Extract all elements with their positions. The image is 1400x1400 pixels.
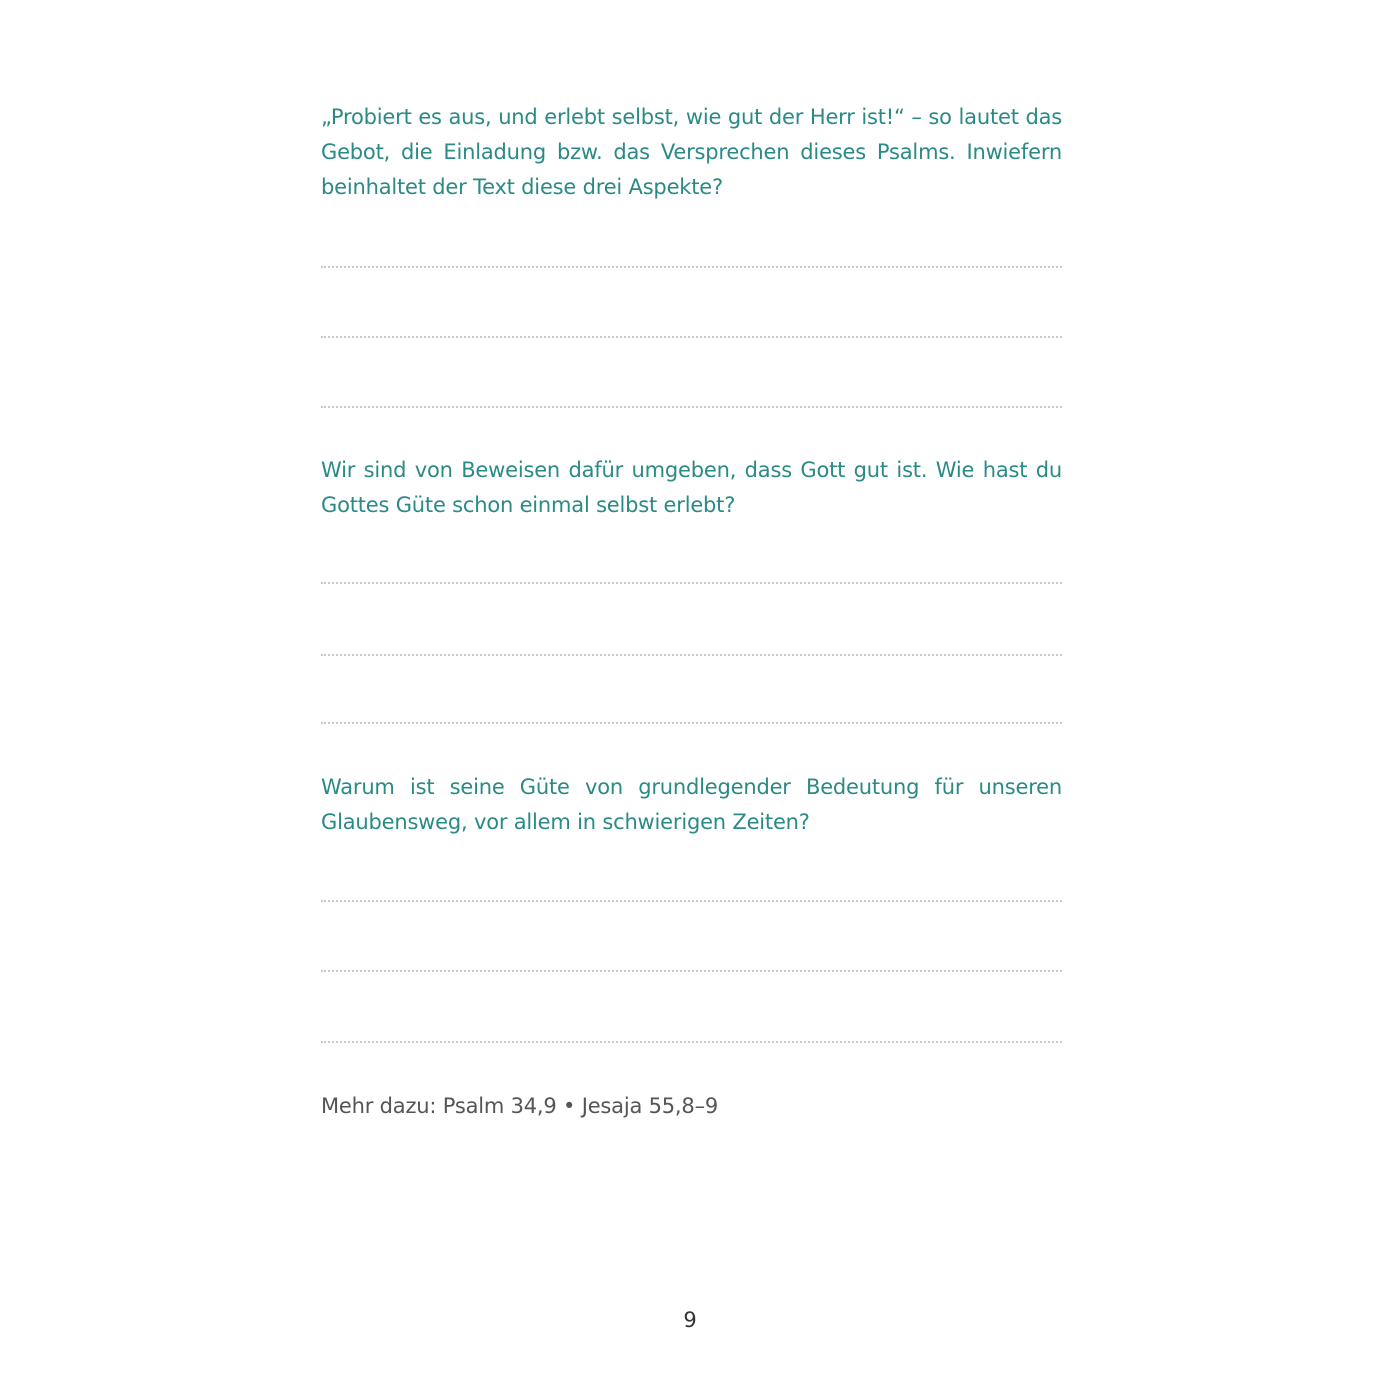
answer-line[interactable] [321, 266, 1062, 268]
answer-line[interactable] [321, 336, 1062, 338]
page-number: 9 [683, 1308, 697, 1332]
answer-line[interactable] [321, 1041, 1062, 1043]
question-2: Wir sind von Beweisen dafür umgeben, dass Gott gut ist. Wie hast du Gottes Güte schon einmal selbst erlebt? [321, 458, 1062, 517]
answer-line[interactable] [321, 654, 1062, 656]
answer-line[interactable] [321, 406, 1062, 408]
answer-line[interactable] [321, 722, 1062, 724]
answer-line[interactable] [321, 970, 1062, 972]
question-3: Warum ist seine Güte von grundlegender Bedeutung für unseren Glaubensweg, vor allem in schwierigen Zeiten? [321, 775, 1062, 834]
further-reading-references: Mehr dazu: Psalm 34,9 • Jesaja 55,8–9 [321, 1094, 719, 1118]
question-1: „Probiert es aus, und erlebt selbst, wie gut der Herr ist!“ – so lautet das Gebot, die Einladung bzw. das Versprechen dieses Psalms. Inwiefern beinhaltet der Text diese drei Aspekte? [321, 105, 1062, 199]
answer-line[interactable] [321, 582, 1062, 584]
answer-line[interactable] [321, 900, 1062, 902]
